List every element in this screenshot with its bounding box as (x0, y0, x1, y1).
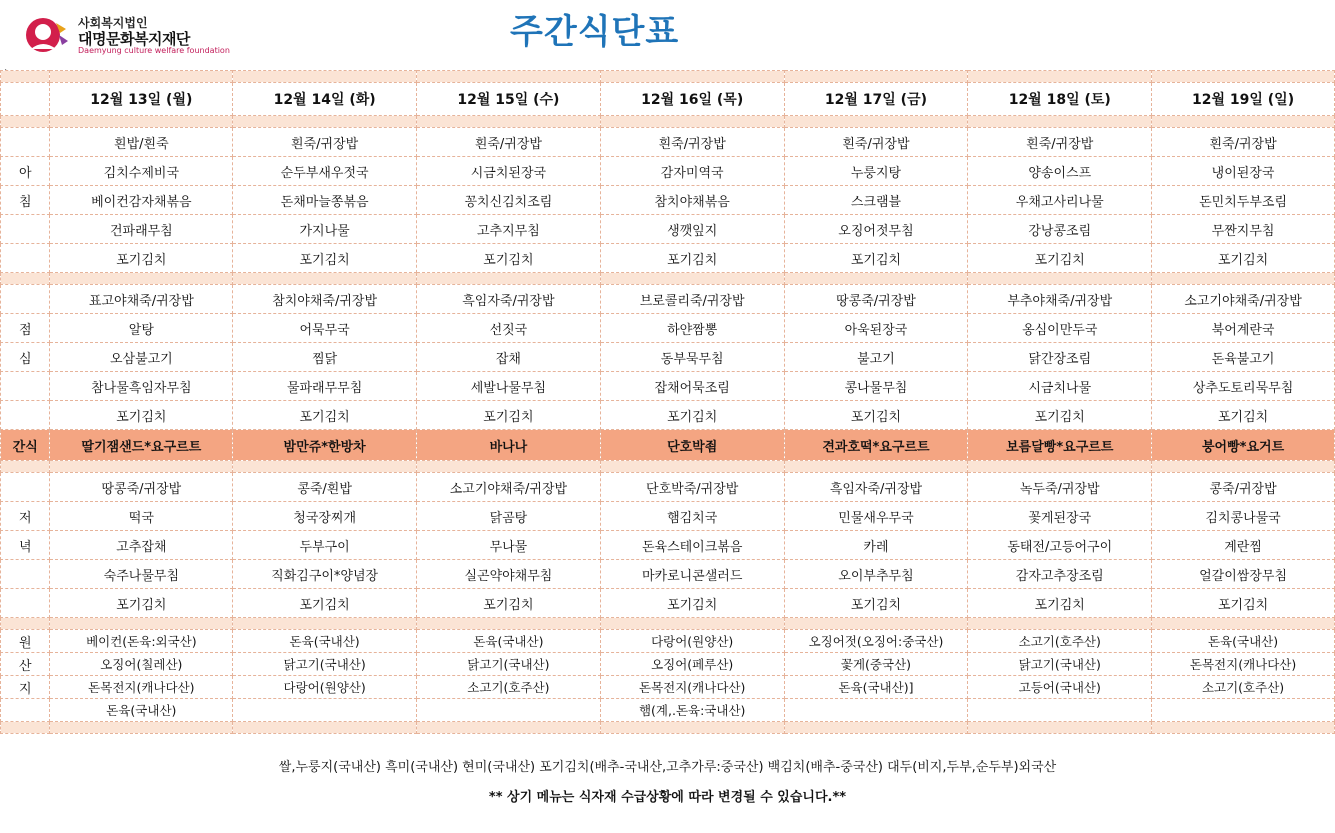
lunch-item: 브로콜리죽/귀장밥 (600, 285, 784, 314)
separator-row (1, 618, 1335, 630)
breakfast-item: 참치야채볶음 (600, 186, 784, 215)
dinner-item: 카레 (784, 531, 968, 560)
breakfast-side-label (1, 244, 50, 273)
separator-cell (1152, 116, 1335, 128)
separator-cell (1152, 618, 1335, 630)
dinner-item: 꽃게된장국 (968, 502, 1152, 531)
dinner-item: 직화김구이*양념장 (233, 560, 417, 589)
dinner-row (1, 589, 1335, 618)
separator-cell (233, 618, 417, 630)
breakfast-item: 감자미역국 (600, 157, 784, 186)
breakfast-item: 돈민치두부조림 (1152, 186, 1335, 215)
lunch-side-label (1, 372, 50, 401)
dinner-item: 포기김치 (1152, 589, 1335, 618)
lunch-item: 포기김치 (233, 401, 417, 430)
separator-cell (417, 618, 601, 630)
lunch-side-label: 심 (1, 343, 50, 372)
lunch-item: 닭간장조림 (968, 343, 1152, 372)
breakfast-item: 김치수제비국 (50, 157, 233, 186)
breakfast-item: 냉이된장국 (1152, 157, 1335, 186)
dinner-side-label: 저 (1, 502, 50, 531)
logo-line-3: Daemyung culture welfare foundation (78, 46, 230, 55)
origin-item: 다랑어(원양산) (600, 630, 784, 653)
separator-cell (968, 461, 1152, 473)
breakfast-item: 흰죽/귀장밥 (233, 128, 417, 157)
dinner-row (1, 502, 1335, 531)
origin-item (1152, 699, 1335, 722)
logo-line-1: 사회복지법인 (78, 16, 148, 30)
origin-row (1, 699, 1335, 722)
origin-item: 베이컨(돈육:외국산) (50, 630, 233, 653)
lunch-item: 콩나물무침 (784, 372, 968, 401)
separator-cell (784, 71, 968, 83)
snack-row (1, 430, 1335, 461)
breakfast-item: 포기김치 (600, 244, 784, 273)
origin-side-label: 지 (1, 676, 50, 699)
page-title: 주간식단표 (510, 12, 680, 52)
dinner-item: 햄김치국 (600, 502, 784, 531)
origin-side-label: 원 (1, 630, 50, 653)
separator-cell (1, 71, 50, 83)
day-header-row (1, 83, 1335, 116)
separator-cell (417, 71, 601, 83)
origin-item: 돈육(국내산) (233, 630, 417, 653)
dinner-item: 무나물 (417, 531, 601, 560)
foundation-logo-icon (26, 15, 70, 55)
day-header: 12월 16일 (목) (600, 83, 784, 116)
origin-item: 햄(계,.돈육:국내산) (600, 699, 784, 722)
lunch-item: 포기김치 (968, 401, 1152, 430)
breakfast-item: 포기김치 (50, 244, 233, 273)
day-header: 12월 14일 (화) (233, 83, 417, 116)
dinner-item: 감자고추장조림 (968, 560, 1152, 589)
separator-cell (233, 722, 417, 734)
separator-cell (50, 461, 233, 473)
separator-row (1, 273, 1335, 285)
lunch-item: 세발나물무침 (417, 372, 601, 401)
dinner-item: 민물새우무국 (784, 502, 968, 531)
lunch-side-label: 점 (1, 314, 50, 343)
origin-item: 돈목전지(캐나다산) (50, 676, 233, 699)
separator-cell (1152, 461, 1335, 473)
separator-cell (50, 71, 233, 83)
dinner-side-label (1, 589, 50, 618)
breakfast-item: 스크램블 (784, 186, 968, 215)
lunch-item: 상추도토리묵무침 (1152, 372, 1335, 401)
snack-item: 견과호떡*요구르트 (784, 430, 968, 461)
separator-cell (784, 618, 968, 630)
dinner-item: 흑임자죽/귀장밥 (784, 473, 968, 502)
lunch-item: 포기김치 (784, 401, 968, 430)
lunch-item: 물파래무무침 (233, 372, 417, 401)
lunch-item: 소고기야채죽/귀장밥 (1152, 285, 1335, 314)
corner-cell (1, 83, 50, 116)
foundation-logo (26, 12, 230, 58)
breakfast-item: 시금치된장국 (417, 157, 601, 186)
dinner-item: 실곤약야채무침 (417, 560, 601, 589)
lunch-item: 시금치나물 (968, 372, 1152, 401)
origin-item: 다랑어(원양산) (233, 676, 417, 699)
origin-item: 소고기(호주산) (1152, 676, 1335, 699)
lunch-side-label (1, 401, 50, 430)
snack-item: 보름달빵*요구르트 (968, 430, 1152, 461)
snack-item: 붕어빵*요거트 (1152, 430, 1335, 461)
dinner-item: 단호박죽/귀장밥 (600, 473, 784, 502)
breakfast-row (1, 244, 1335, 273)
separator-cell (1152, 722, 1335, 734)
lunch-item: 불고기 (784, 343, 968, 372)
origin-item: 돈육(국내산)] (784, 676, 968, 699)
breakfast-side-label (1, 128, 50, 157)
dinner-row (1, 531, 1335, 560)
snack-item: 바나나 (417, 430, 601, 461)
breakfast-item: 강낭콩조림 (968, 215, 1152, 244)
change-notice: ** 상기 메뉴는 식자재 수급상황에 따라 변경될 수 있습니다.** (488, 790, 847, 805)
dinner-item: 얼갈이쌈장무침 (1152, 560, 1335, 589)
origin-item: 소고기(호주산) (417, 676, 601, 699)
separator-cell (784, 273, 968, 285)
separator-cell (600, 273, 784, 285)
dinner-row (1, 473, 1335, 502)
breakfast-item: 흰죽/귀장밥 (968, 128, 1152, 157)
origin-item: 돈육(국내산) (50, 699, 233, 722)
breakfast-item: 돈채마늘쫑볶음 (233, 186, 417, 215)
separator-cell (1152, 273, 1335, 285)
separator-cell (600, 461, 784, 473)
origin-item (968, 699, 1152, 722)
separator-cell (1, 461, 50, 473)
dinner-item: 포기김치 (50, 589, 233, 618)
origin-item: 돈육(국내산) (417, 630, 601, 653)
dinner-item: 숙주나물무침 (50, 560, 233, 589)
dinner-item: 동태전/고등어구이 (968, 531, 1152, 560)
separator-cell (233, 461, 417, 473)
breakfast-row (1, 215, 1335, 244)
breakfast-row (1, 157, 1335, 186)
breakfast-item: 양송이스프 (968, 157, 1152, 186)
origin-item: 오징어(페루산) (600, 653, 784, 676)
lunch-item: 참나물흑임자무침 (50, 372, 233, 401)
lunch-item: 포기김치 (417, 401, 601, 430)
separator-row (1, 722, 1335, 734)
dinner-item: 김치콩나물국 (1152, 502, 1335, 531)
lunch-row (1, 401, 1335, 430)
lunch-item: 오삼불고기 (50, 343, 233, 372)
separator-cell (968, 273, 1152, 285)
snack-item: 밤만쥬*한방차 (233, 430, 417, 461)
dinner-item: 땅콩죽/귀장밥 (50, 473, 233, 502)
breakfast-item: 생깻잎지 (600, 215, 784, 244)
separator-cell (417, 461, 601, 473)
dinner-item: 두부구이 (233, 531, 417, 560)
dinner-item: 콩죽/흰밥 (233, 473, 417, 502)
lunch-row (1, 285, 1335, 314)
origin-side-label: 산 (1, 653, 50, 676)
separator-row (1, 461, 1335, 473)
separator-cell (50, 618, 233, 630)
separator-cell (784, 116, 968, 128)
lunch-side-label (1, 285, 50, 314)
breakfast-item: 꽁치신김치조림 (417, 186, 601, 215)
origin-item: 닭고기(국내산) (233, 653, 417, 676)
day-header: 12월 18일 (토) (968, 83, 1152, 116)
dinner-item: 포기김치 (417, 589, 601, 618)
lunch-item: 찜닭 (233, 343, 417, 372)
separator-cell (1, 273, 50, 285)
origin-item: 고등어(국내산) (968, 676, 1152, 699)
origin-item (233, 699, 417, 722)
breakfast-item: 포기김치 (233, 244, 417, 273)
breakfast-item: 흰죽/귀장밥 (600, 128, 784, 157)
dinner-item: 녹두죽/귀장밥 (968, 473, 1152, 502)
dinner-item: 청국장찌개 (233, 502, 417, 531)
lunch-item: 포기김치 (1152, 401, 1335, 430)
dinner-item: 포기김치 (968, 589, 1152, 618)
snack-item: 딸기잼샌드*요구르트 (50, 430, 233, 461)
separator-cell (968, 722, 1152, 734)
origin-row (1, 653, 1335, 676)
separator-row (1, 116, 1335, 128)
lunch-item: 부추야채죽/귀장밥 (968, 285, 1152, 314)
dinner-item: 떡국 (50, 502, 233, 531)
logo-line-2: 대명문화복지재단 (78, 30, 190, 48)
origin-item: 오징어(칠레산) (50, 653, 233, 676)
dinner-item: 포기김치 (600, 589, 784, 618)
separator-cell (1152, 71, 1335, 83)
origin-item: 닭고기(국내산) (417, 653, 601, 676)
lunch-item: 잡채어묵조림 (600, 372, 784, 401)
breakfast-item: 포기김치 (968, 244, 1152, 273)
origin-row (1, 676, 1335, 699)
separator-cell (233, 273, 417, 285)
dinner-item: 소고기야채죽/귀장밥 (417, 473, 601, 502)
origin-item: 돈목전지(캐나다산) (1152, 653, 1335, 676)
dinner-item: 오이부추무침 (784, 560, 968, 589)
breakfast-side-label: 침 (1, 186, 50, 215)
dinner-side-label: 녁 (1, 531, 50, 560)
separator-cell (968, 71, 1152, 83)
origin-item: 닭고기(국내산) (968, 653, 1152, 676)
separator-row (1, 71, 1335, 83)
origin-item (784, 699, 968, 722)
separator-cell (233, 71, 417, 83)
breakfast-item: 흰죽/귀장밥 (1152, 128, 1335, 157)
separator-cell (417, 273, 601, 285)
separator-cell (600, 722, 784, 734)
dinner-item: 포기김치 (784, 589, 968, 618)
lunch-item: 선짓국 (417, 314, 601, 343)
separator-cell (600, 618, 784, 630)
separator-cell (784, 722, 968, 734)
day-header: 12월 19일 (일) (1152, 83, 1335, 116)
breakfast-item: 가지나물 (233, 215, 417, 244)
separator-cell (600, 71, 784, 83)
dinner-side-label (1, 560, 50, 589)
lunch-item: 하얀짬뽕 (600, 314, 784, 343)
separator-cell (968, 618, 1152, 630)
separator-cell (50, 273, 233, 285)
lunch-row (1, 314, 1335, 343)
origin-row (1, 630, 1335, 653)
lunch-item: 포기김치 (600, 401, 784, 430)
breakfast-side-label: 아 (1, 157, 50, 186)
breakfast-item: 오징어젓무침 (784, 215, 968, 244)
dinner-item: 마카로니콘샐러드 (600, 560, 784, 589)
breakfast-item: 흰죽/귀장밥 (417, 128, 601, 157)
separator-cell (1, 618, 50, 630)
breakfast-item: 누룽지탕 (784, 157, 968, 186)
breakfast-row (1, 128, 1335, 157)
lunch-item: 돈육불고기 (1152, 343, 1335, 372)
breakfast-item: 무짠지무침 (1152, 215, 1335, 244)
separator-cell (600, 116, 784, 128)
separator-cell (968, 116, 1152, 128)
breakfast-item: 고추지무침 (417, 215, 601, 244)
breakfast-item: 베이컨감자채볶음 (50, 186, 233, 215)
dinner-item: 콩죽/귀장밥 (1152, 473, 1335, 502)
snack-item: 단호박죔 (600, 430, 784, 461)
lunch-item: 참치야채죽/귀장밥 (233, 285, 417, 314)
page-header (0, 0, 1335, 68)
origin-item: 소고기(호주산) (968, 630, 1152, 653)
separator-cell (233, 116, 417, 128)
breakfast-item: 순두부새우젓국 (233, 157, 417, 186)
dinner-item: 고추잡채 (50, 531, 233, 560)
breakfast-item: 포기김치 (1152, 244, 1335, 273)
lunch-item: 옹심이만두국 (968, 314, 1152, 343)
day-header: 12월 15일 (수) (417, 83, 601, 116)
breakfast-side-label (1, 215, 50, 244)
lunch-item: 알탕 (50, 314, 233, 343)
breakfast-item: 흰밥/흰죽 (50, 128, 233, 157)
breakfast-item: 우채고사리나물 (968, 186, 1152, 215)
lunch-item: 표고야채죽/귀장밥 (50, 285, 233, 314)
separator-cell (784, 461, 968, 473)
origin-item: 꽃게(중국산) (784, 653, 968, 676)
snack-label: 간식 (1, 430, 50, 461)
origin-item (417, 699, 601, 722)
origin-side-label (1, 699, 50, 722)
day-header: 12월 13일 (월) (50, 83, 233, 116)
separator-cell (50, 722, 233, 734)
breakfast-item: 건파래무침 (50, 215, 233, 244)
lunch-item: 어묵무국 (233, 314, 417, 343)
separator-cell (417, 722, 601, 734)
origin-item: 돈목전지(캐나다산) (600, 676, 784, 699)
dinner-row (1, 560, 1335, 589)
separator-cell (1, 722, 50, 734)
origin-item: 돈육(국내산) (1152, 630, 1335, 653)
dinner-item: 계란찜 (1152, 531, 1335, 560)
lunch-row (1, 343, 1335, 372)
lunch-item: 포기김치 (50, 401, 233, 430)
breakfast-item: 포기김치 (417, 244, 601, 273)
dinner-side-label (1, 473, 50, 502)
lunch-item: 땅콩죽/귀장밥 (784, 285, 968, 314)
origin-note: 쌀,누룽지(국내산) 흑미(국내산) 현미(국내산) 포기김치(배추-국내산,고추가루:중국산) 백김치(배추-중국산) 대두(비지,두부,순두부)외국산 (278, 760, 1057, 775)
day-header: 12월 17일 (금) (784, 83, 968, 116)
breakfast-row (1, 186, 1335, 215)
dinner-item: 포기김치 (233, 589, 417, 618)
lunch-item: 흑임자죽/귀장밥 (417, 285, 601, 314)
separator-cell (50, 116, 233, 128)
dinner-item: 닭곰탕 (417, 502, 601, 531)
lunch-item: 동부묵무침 (600, 343, 784, 372)
breakfast-item: 흰죽/귀장밥 (784, 128, 968, 157)
menu-table (0, 70, 1335, 734)
breakfast-item: 포기김치 (784, 244, 968, 273)
lunch-item: 잡채 (417, 343, 601, 372)
origin-item: 오징어젓(오징어:중국산) (784, 630, 968, 653)
lunch-item: 아욱된장국 (784, 314, 968, 343)
separator-cell (417, 116, 601, 128)
lunch-item: 북어계란국 (1152, 314, 1335, 343)
separator-cell (1, 116, 50, 128)
dinner-item: 돈육스테이크볶음 (600, 531, 784, 560)
lunch-row (1, 372, 1335, 401)
